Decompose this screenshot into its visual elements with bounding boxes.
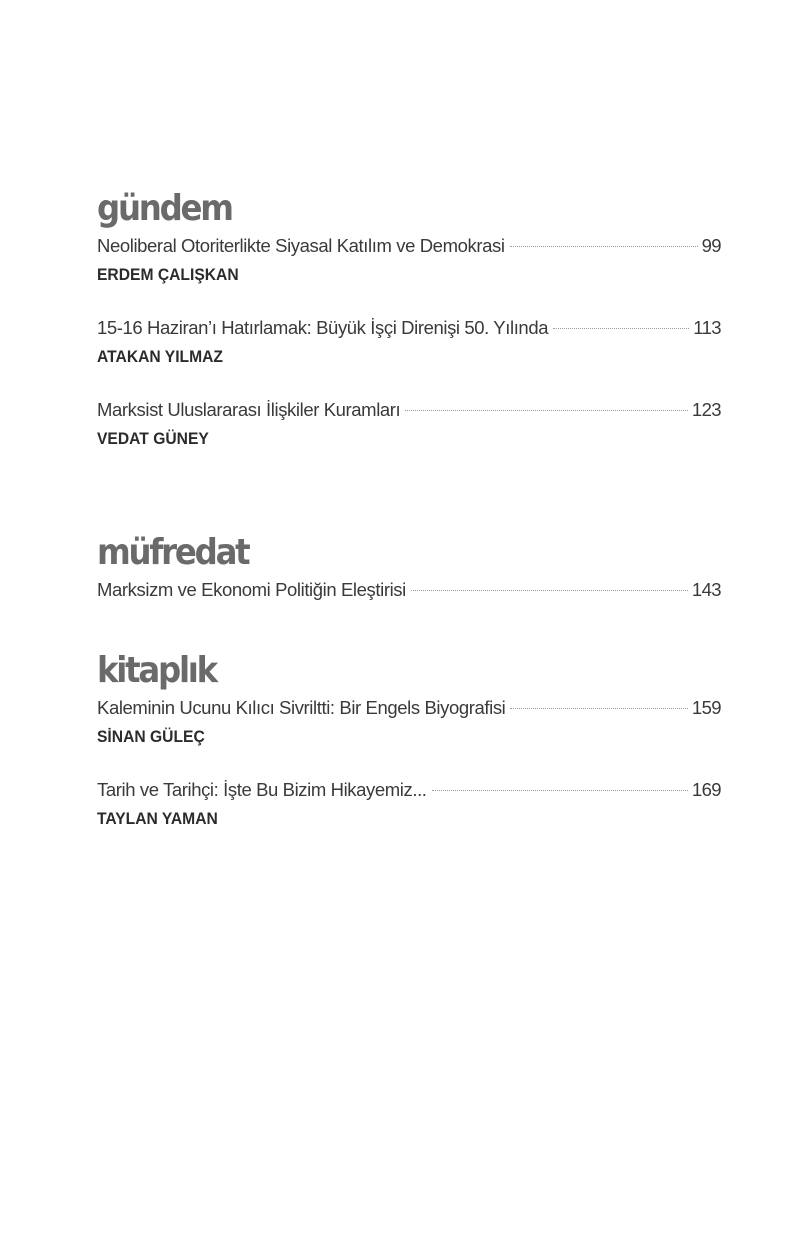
page-number: 99 xyxy=(701,235,721,256)
toc-entry[interactable] xyxy=(97,232,721,314)
dot-leader xyxy=(553,328,689,329)
page-number: 123 xyxy=(691,399,721,420)
dot-leader xyxy=(405,410,688,411)
section-title: müfredat xyxy=(97,532,249,573)
page-number: 113 xyxy=(693,317,721,338)
entry-author: ERDEM ÇALIŞKAN xyxy=(97,265,239,284)
toc-entry[interactable] xyxy=(97,694,721,776)
dot-leader xyxy=(411,590,688,591)
entry-title: 15-16 Haziran’ı Hatırlamak: Büyük İşçi Direnişi 50. Yılında xyxy=(97,317,549,338)
section-gundem xyxy=(97,186,721,468)
toc-entry[interactable] xyxy=(97,576,721,606)
entry-author: ATAKAN YILMAZ xyxy=(97,347,223,366)
toc-entry[interactable] xyxy=(97,314,721,396)
entry-title: Neoliberal Otoriterlikte Siyasal Katılım ve Demokrasi xyxy=(97,235,505,256)
table-of-contents xyxy=(97,186,721,836)
entry-title: Marksist Uluslararası İlişkiler Kuramları xyxy=(97,399,401,420)
entry-author: SİNAN GÜLEÇ xyxy=(97,727,205,746)
page-number: 143 xyxy=(691,579,721,600)
dot-leader xyxy=(510,246,698,247)
entry-title: Marksizm ve Ekonomi Politiğin Eleştirisi xyxy=(97,579,406,600)
section-title: kitaplık xyxy=(97,650,216,691)
toc-entry[interactable] xyxy=(97,776,721,836)
section-mufredat xyxy=(97,530,721,648)
section-title: gündem xyxy=(97,188,232,229)
dot-leader xyxy=(432,790,688,791)
entry-title: Kaleminin Ucunu Kılıcı Sivriltti: Bir Engels Biyografisi xyxy=(97,697,506,718)
section-kitaplik xyxy=(97,648,721,836)
entry-author: TAYLAN YAMAN xyxy=(97,809,218,828)
dot-leader xyxy=(510,708,688,709)
page-number: 169 xyxy=(691,779,721,800)
page-number: 159 xyxy=(691,697,721,718)
entry-author: VEDAT GÜNEY xyxy=(97,429,209,448)
entry-title: Tarih ve Tarihçi: İşte Bu Bizim Hikayemiz... xyxy=(97,779,427,800)
toc-entry[interactable] xyxy=(97,396,721,456)
